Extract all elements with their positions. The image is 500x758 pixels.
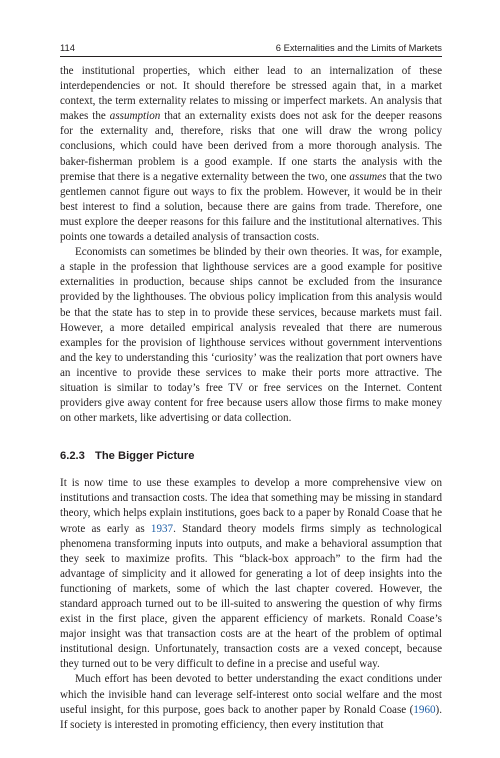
citation-link[interactable]: 1937 <box>150 522 174 535</box>
citation-link[interactable]: 1960 <box>413 703 436 716</box>
text-run: It is now time to use these examples to develop a more comprehensive view on institutions and transaction costs. The idea that something may be missing in standard theory, which helps explain institutions, goes back to a paper by Ronald Coase that he wrote as early as <box>60 477 442 535</box>
text-run: Much effort has been devoted to better understanding the exact conditions under which the invisible hand can leverage self-interest onto social welfare and the most useful insight, for this purpose, goes back to another paper by Ronald Coase ( <box>60 673 442 716</box>
paragraph <box>60 64 442 245</box>
section-heading <box>60 449 442 464</box>
paragraph <box>60 476 442 672</box>
section-paragraphs <box>60 476 442 733</box>
emphasis: assumption <box>109 110 161 123</box>
intro-paragraphs <box>60 64 442 426</box>
page-header <box>60 40 442 56</box>
text-run: ). If society is interested in promoting efficiency, then every institution that <box>60 703 442 731</box>
text-run: that an externality exists does not ask for the deeper reasons for the externality and, therefore, risks that one will draw the wrong policy conclusions, which could have been derived from a more thorough analysis. The baker-fisherman problem is a good example. If one starts the analysis with the premise that there is a negative externality between the two, one <box>60 110 442 183</box>
text-run: the institutional properties, which either lead to an internalization of these interdependencies or not. It should therefore be stressed again that, in a market context, the term externality relates to missing or imperfect markets. An analysis that makes the <box>60 65 442 123</box>
emphasis: assumes <box>349 170 387 183</box>
page-body <box>60 64 442 733</box>
section-number: 6.2.3 <box>60 450 85 463</box>
paragraph <box>60 672 442 732</box>
running-head: 6 Externalities and the Limits of Markets <box>275 42 442 53</box>
text-run: that the two gentlemen cannot figure out ways to fix the problem. However, it would be in their best interest to find a solution, because there are gains from trade. Therefore, one must explore the deeper reasons for this failure and the institutional alternatives. This points one towards a detailed analysis of transaction costs. <box>60 170 442 244</box>
text-run: . Standard theory models firms simply as technological phenomena transforming inputs into outputs, and make a behavioral assumption that they seek to maximize profits. This “black-box approach” to the firm had the advantage of simplicity and it allowed for generating a lot of deep insights into the functioning of markets, some of which the last chapter covered. However, the standard approach turned out to be ill-suited to answering the question of why firms exist in the first place, given the apparent efficiency of markets. Ronald Coase’s major insight was that transaction costs are at the heart of the problem of optimal institutional design. Unfortunately, transaction costs are a vexed concept, because they turned out to be very difficult to define in a precise and useful way. <box>60 522 442 671</box>
text-run: Economists can sometimes be blinded by their own theories. It was, for example, a staple in the profession that lighthouse services are a good example for positive externalities in production, because ships cannot be excluded from the insurance provided by the lighthouses. The obvious policy implication from this analysis would be that the state has to step in to provide these services, because markets must fail. However, a more detailed empirical analysis revealed that there are numerous examples for the provision of lighthouse services without government interventions and the key to understanding this ‘curiosity’ was the realization that port owners have an incentive to provide these services to make their ports more attractive. The situation is similar to today’s free TV or free services on the Internet. Content providers give away content for free because users allow those firms to make money on other markets, like advertising or data collection. <box>60 246 442 425</box>
paragraph <box>60 245 442 426</box>
header-rule <box>60 56 442 57</box>
section-title: The Bigger Picture <box>95 450 195 463</box>
page-number: 114 <box>60 42 75 53</box>
